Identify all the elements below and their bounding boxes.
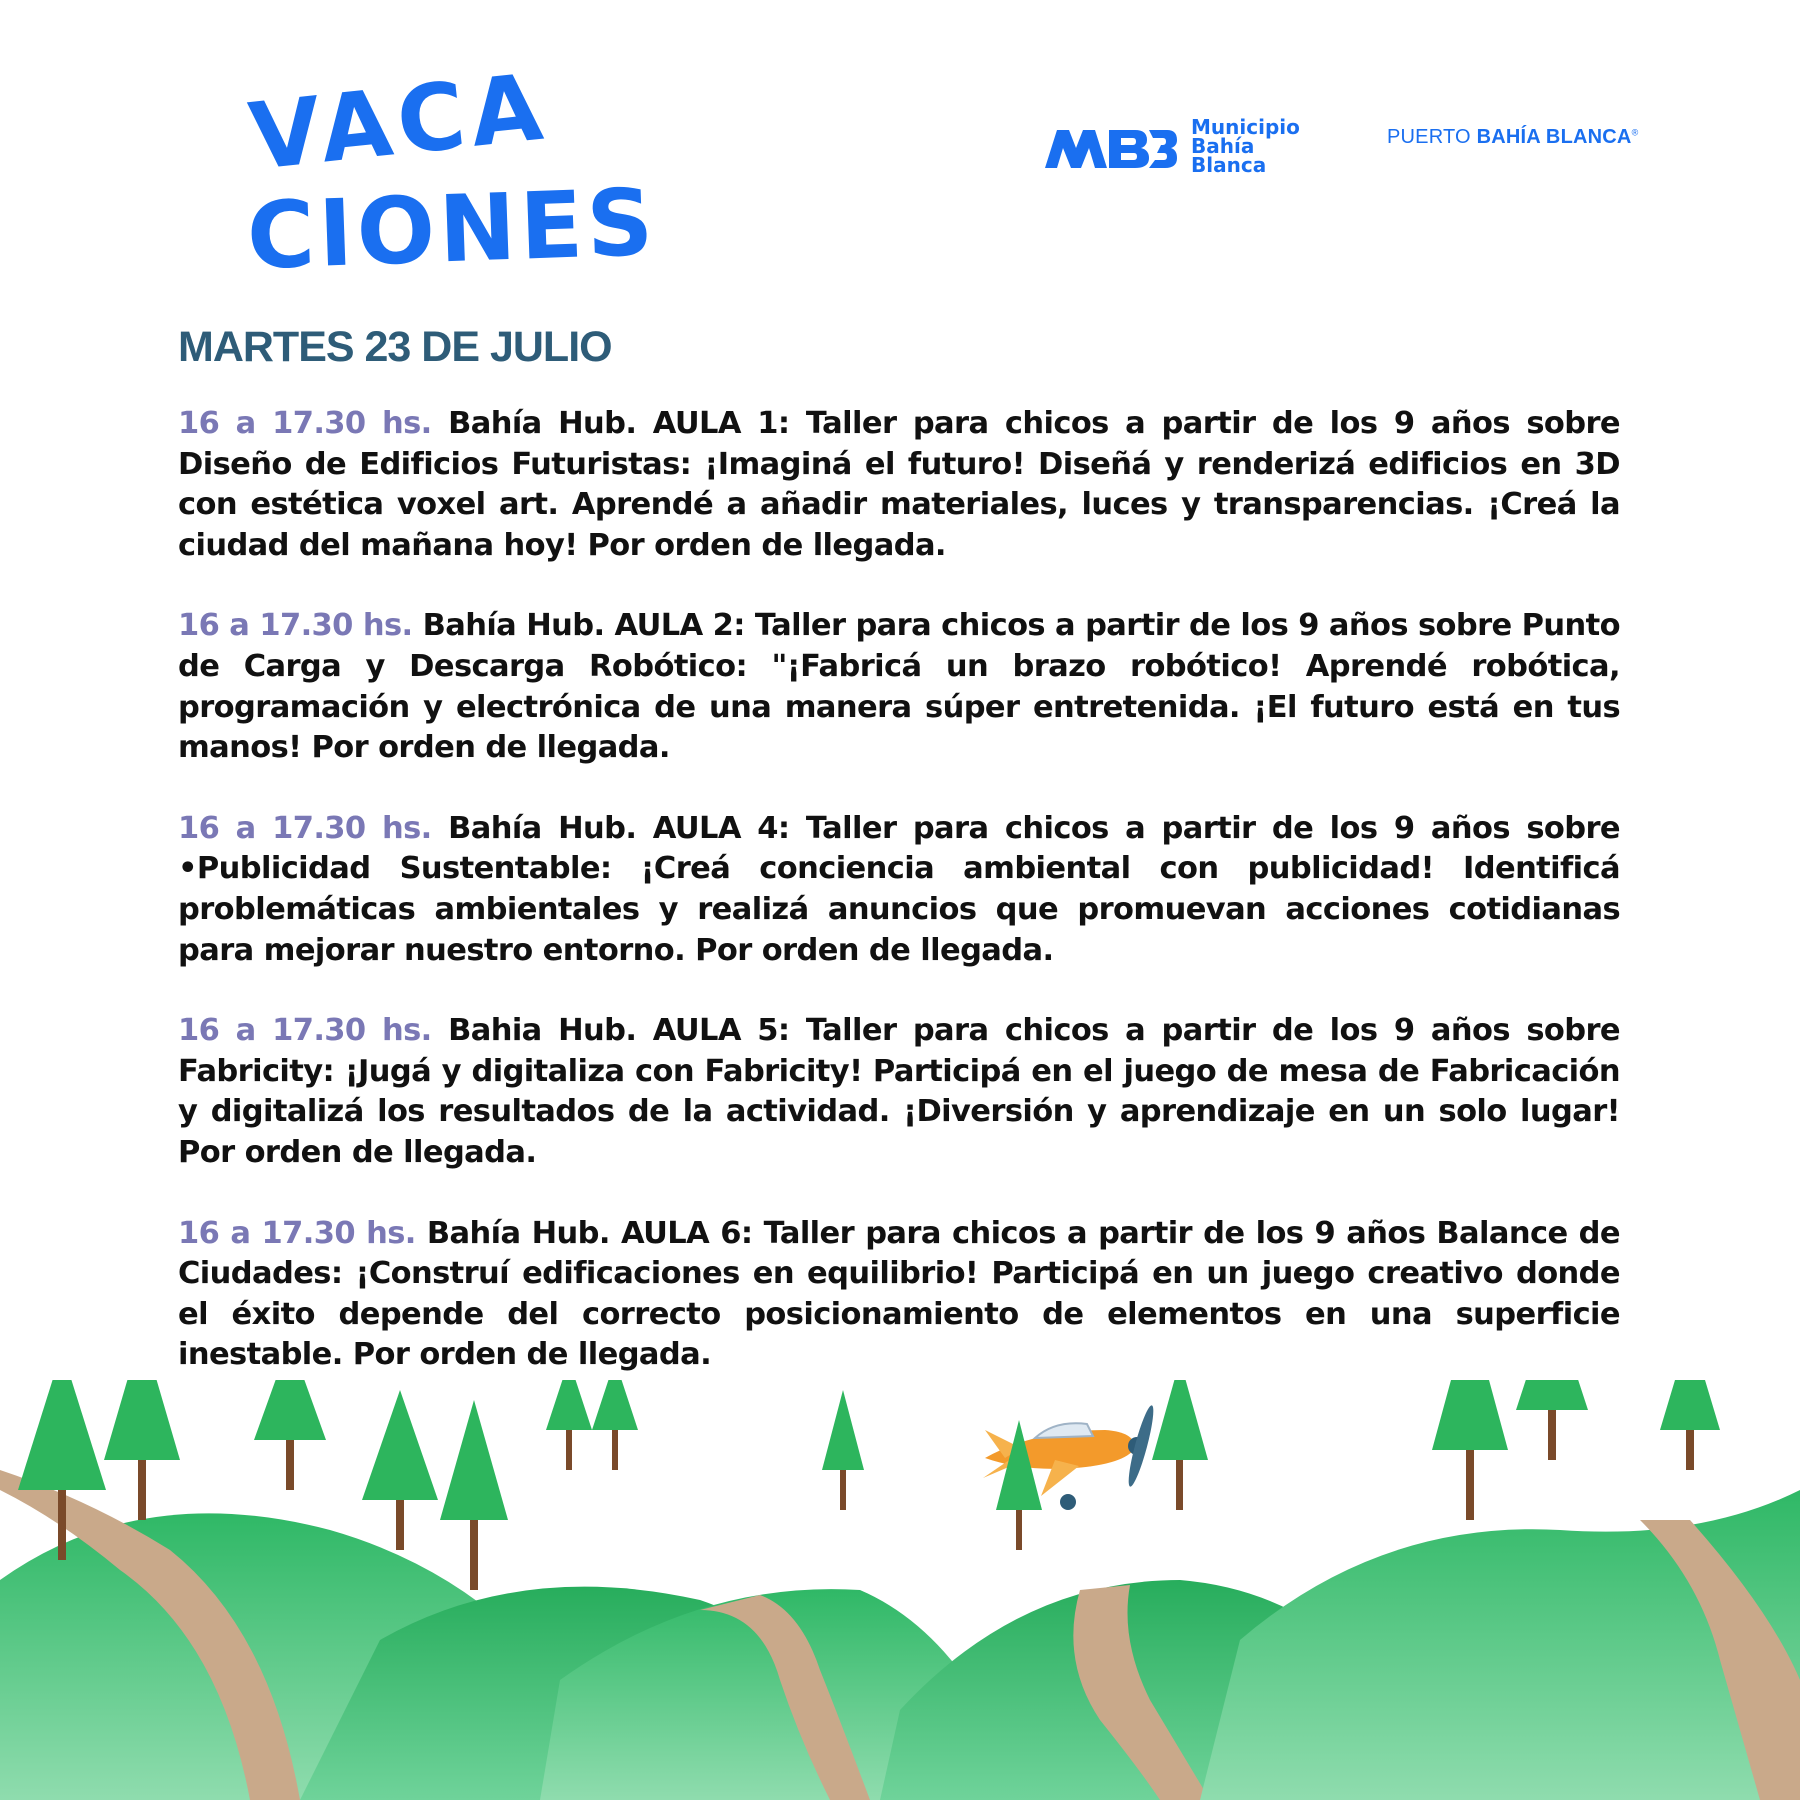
event-item	[178, 809, 1620, 971]
event-item	[178, 1011, 1620, 1173]
tree-icon	[1516, 1380, 1588, 1460]
tree-icon	[822, 1390, 864, 1510]
puerto-prefix: PUERTO	[1387, 126, 1477, 148]
tree-icon	[1660, 1380, 1720, 1470]
event-description: Bahía Hub. AULA 1: Taller para chicos a partir de los 9 años sobre Diseño de Edificios Futuristas: ¡Imaginá el futuro! Diseñá y renderizá edificios en 3D con estética voxel art. Aprendé a añadir materiales, luces y transparencias. ¡Creá la ciudad del mañana hoy! Por orden de llegada.	[178, 406, 1620, 563]
puerto-bold: BAHÍA BLANCA	[1476, 126, 1632, 148]
event-time: 16 a 17.30 hs.	[178, 810, 432, 846]
event-time: 16 a 17.30 hs.	[178, 406, 432, 441]
tree-icon	[1152, 1380, 1208, 1510]
event-item	[178, 606, 1620, 768]
tree-icon	[1432, 1380, 1508, 1520]
puerto-registered-mark: ®	[1631, 127, 1639, 138]
event-list	[178, 404, 1620, 1416]
tree-icon	[440, 1400, 508, 1590]
tree-icon	[254, 1380, 326, 1490]
event-item	[178, 404, 1620, 566]
tree-icon	[546, 1380, 592, 1470]
puerto-logo	[1387, 126, 1638, 149]
municipio-line-1: Municipio	[1191, 115, 1300, 139]
municipio-line-2: Bahía	[1191, 134, 1255, 158]
municipio-line-3: Blanca	[1191, 153, 1267, 177]
tree-icon	[592, 1380, 638, 1470]
event-time: 16 a 17.30 hs.	[178, 1013, 432, 1049]
event-description: Bahía Hub. AULA 6: Taller para chicos a partir de los 9 años Balance de Ciudades: ¡Construí edificaciones en equilibrio! Participá en un juego creativo donde el éxito depende del correcto posicionamiento de elementos en una superficie inestable. Por orden de llegada.	[178, 1215, 1620, 1373]
page-title: MARTES 23 DE JULIO	[178, 323, 612, 371]
landscape-illustration	[0, 1380, 1800, 1800]
municipio-text	[1191, 115, 1300, 177]
event-description: Bahia Hub. AULA 5: Taller para chicos a partir de los 9 años sobre Fabricity: ¡Jugá y digitaliza con Fabricity! Participá en el juego de mesa de Fabricación y digitalizá los resultados de la actividad. ¡Diversión y aprendizaje en un solo lugar! Por orden de llegada.	[178, 1013, 1620, 1170]
mbb-mark-icon	[1043, 124, 1177, 170]
event-time: 16 a 17.30 hs.	[178, 608, 413, 644]
event-description: Bahía Hub. AULA 4: Taller para chicos a partir de los 9 años sobre •Publicidad Sustentable: ¡Creá conciencia ambiental con publicidad! Identificá problemáticas ambientales y realizá anuncios que promuevan acciones cotidianas para mejorar nuestro entorno. Por orden de llegada.	[178, 810, 1620, 968]
logo-line-1: VACA	[244, 53, 553, 191]
municipio-logo	[1043, 115, 1300, 177]
event-item	[178, 1214, 1620, 1376]
tree-icon	[362, 1390, 438, 1550]
logo-line-2: CIONES	[245, 168, 659, 291]
tree-icon	[104, 1380, 180, 1520]
event-description: Bahía Hub. AULA 2: Taller para chicos a partir de los 9 años sobre Punto de Carga y Descarga Robótico: "¡Fabricá un brazo robótico! Aprendé robótica, programación y electrónica de una manera súper entretenida. ¡El futuro está en tus manos! Por orden de llegada.	[178, 608, 1620, 766]
event-time: 16 a 17.30 hs.	[178, 1215, 416, 1251]
vacaciones-logo	[244, 53, 659, 291]
